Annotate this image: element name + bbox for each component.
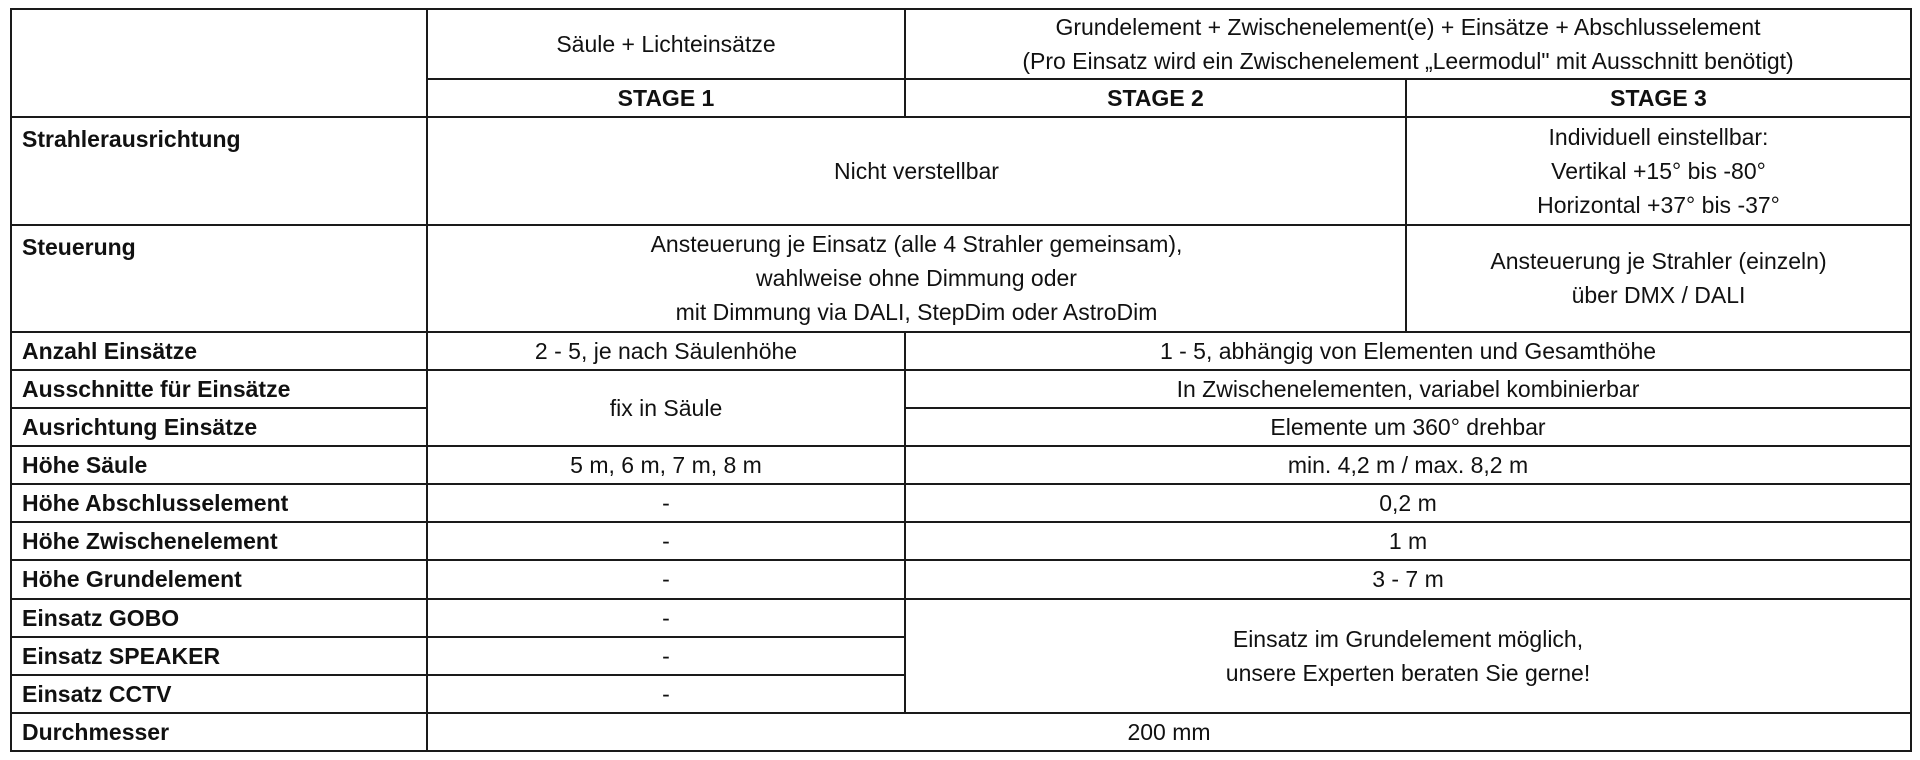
row-label: Durchmesser (11, 713, 427, 751)
value-stage-2-3: Elemente um 360° drehbar (905, 408, 1911, 446)
value-stage-2-3: 0,2 m (905, 484, 1911, 522)
row-einsatz-gobo (11, 599, 1911, 637)
value-stage-2-3: min. 4,2 m / max. 8,2 m (905, 446, 1911, 484)
stage-3-header: STAGE 3 (1406, 79, 1911, 117)
row-label: Ausschnitte für Einsätze (11, 370, 427, 408)
row-label: Ausrichtung Einsätze (11, 408, 427, 446)
value-stage-1: - (427, 560, 905, 598)
row-anzahl-einsaetze (11, 332, 1911, 370)
row-hoehe-grundelement (11, 560, 1911, 598)
value-all-stages: 200 mm (427, 713, 1911, 751)
header-empty-cell (11, 9, 427, 117)
stage-2-header: STAGE 2 (905, 79, 1406, 117)
value-stage-1: - (427, 599, 905, 637)
row-hoehe-zwischenelement (11, 522, 1911, 560)
value-stage-2-3: In Zwischenelementen, variabel kombinierbar (905, 370, 1911, 408)
row-ausrichtung-einsaetze (11, 408, 1911, 446)
row-hoehe-saeule (11, 446, 1911, 484)
header-group-1: Säule + Lichteinsätze (427, 9, 905, 79)
row-label: Strahlerausrichtung (11, 117, 427, 224)
header-row-groups (11, 9, 1911, 79)
row-label: Höhe Grundelement (11, 560, 427, 598)
value-stage-2-3: 1 m (905, 522, 1911, 560)
row-steuerung (11, 225, 1911, 332)
row-strahlerausrichtung (11, 117, 1911, 224)
value-stage-2-3: 1 - 5, abhängig von Elementen und Gesamthöhe (905, 332, 1911, 370)
row-label: Anzahl Einsätze (11, 332, 427, 370)
spec-table (10, 8, 1912, 752)
value-stage-3: Ansteuerung je Strahler (einzeln) über DMX / DALI (1406, 225, 1911, 332)
value-stage-1: - (427, 484, 905, 522)
value-stage-1: fix in Säule (427, 370, 905, 446)
header-group-2-line-2: (Pro Einsatz wird ein Zwischenelement „Leermodul" mit Ausschnitt benötigt) (1022, 48, 1794, 75)
value-stage-2-3: 3 - 7 m (905, 560, 1911, 598)
value-stage-1-2: Ansteuerung je Einsatz (alle 4 Strahler gemeinsam), wahlweise ohne Dimmung oder mit Dimmung via DALI, StepDim oder AstroDim (427, 225, 1406, 332)
row-label: Höhe Zwischenelement (11, 522, 427, 560)
row-label: Einsatz CCTV (11, 675, 427, 713)
row-label: Steuerung (11, 225, 427, 332)
row-label: Höhe Säule (11, 446, 427, 484)
value-stage-1: 5 m, 6 m, 7 m, 8 m (427, 446, 905, 484)
stage-1-header: STAGE 1 (427, 79, 905, 117)
row-label: Einsatz SPEAKER (11, 637, 427, 675)
value-stage-1: - (427, 637, 905, 675)
value-stage-3: Individuell einstellbar: Vertikal +15° bis -80° Horizontal +37° bis -37° (1406, 117, 1911, 224)
header-group-2-line-1: Grundelement + Zwischenelement(e) + Einsätze + Abschlusselement (1055, 14, 1761, 41)
value-stage-1: - (427, 675, 905, 713)
row-hoehe-abschlusselement (11, 484, 1911, 522)
value-stage-1: 2 - 5, je nach Säulenhöhe (427, 332, 905, 370)
value-stage-1: - (427, 522, 905, 560)
row-label: Einsatz GOBO (11, 599, 427, 637)
row-ausschnitte (11, 370, 1911, 408)
header-group-2 (905, 9, 1911, 79)
row-label: Höhe Abschlusselement (11, 484, 427, 522)
value-stage-2-3: Einsatz im Grundelement möglich, unsere Experten beraten Sie gerne! (905, 599, 1911, 713)
value-stage-1-2: Nicht verstellbar (427, 117, 1406, 224)
row-durchmesser (11, 713, 1911, 751)
